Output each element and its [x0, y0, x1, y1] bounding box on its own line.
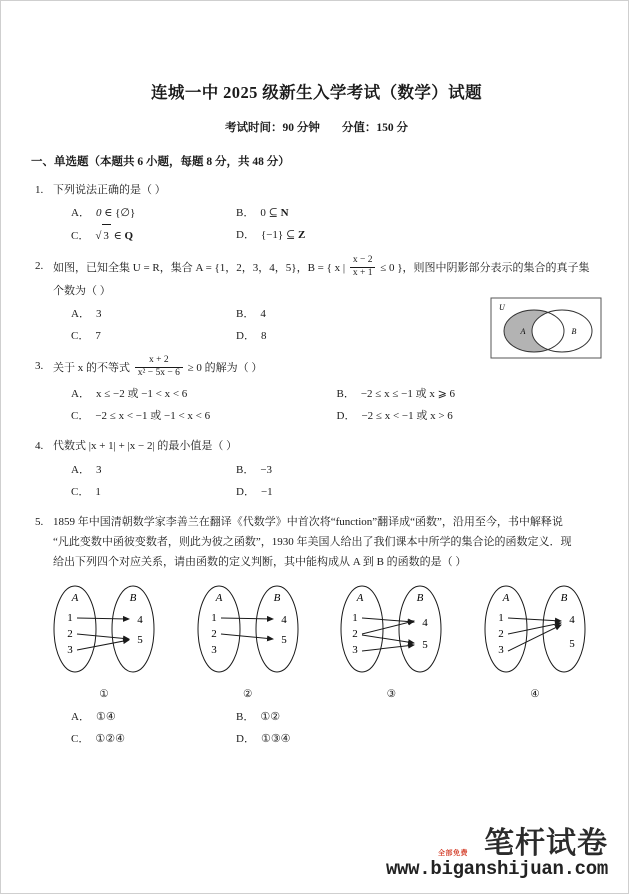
- question-number: 5.: [35, 515, 44, 528]
- mapping-diagram-3: [332, 581, 450, 705]
- mapping-diagram-4-svg: [476, 581, 594, 677]
- question-number: 4.: [35, 440, 44, 453]
- svg-text:1: 1: [210, 611, 217, 624]
- inline-fraction: $\frac{x + 2}{\text{x² − 5x − 6}}$: [135, 355, 183, 380]
- set-b-label: B: [571, 327, 577, 336]
- svg-text:4: 4: [422, 616, 429, 629]
- right-set-label: B: [129, 591, 137, 604]
- left-set-label: A: [71, 591, 79, 604]
- question-5: [31, 512, 602, 751]
- question-stem: 下列说法正确的是（ ）: [53, 184, 166, 196]
- option-c[interactable]: C． ①②④: [71, 733, 125, 746]
- option-d[interactable]: D． −1: [236, 485, 273, 498]
- svg-text:1: 1: [352, 611, 359, 624]
- score-value: 150 分: [376, 122, 408, 134]
- diagram-caption: ③: [386, 688, 397, 700]
- option-b[interactable]: B． −3: [236, 463, 273, 476]
- inline-fraction: $\frac{x - 2}{x + 1}$: [350, 255, 376, 280]
- question-options: [31, 706, 602, 750]
- right-set-label: B: [273, 591, 281, 604]
- mapping-diagram-1: [45, 581, 163, 705]
- question-options: [31, 383, 602, 427]
- universe-label: U: [499, 303, 505, 312]
- question-4: [31, 436, 602, 502]
- set-a-label: A: [520, 327, 526, 336]
- option-c[interactable]: C． 1: [71, 485, 101, 498]
- svg-text:2: 2: [352, 627, 359, 640]
- question-3: [31, 356, 602, 427]
- left-set-label: A: [356, 591, 364, 604]
- venn-diagram-figure: [490, 297, 602, 364]
- option-a[interactable]: A． 3: [71, 463, 102, 476]
- option-a[interactable]: A． 0 ∈ {∅}: [71, 207, 136, 220]
- mapping-diagram-2: [189, 581, 307, 705]
- option-d[interactable]: D． {−1} ⊆ Z: [236, 229, 306, 242]
- svg-text:5: 5: [280, 633, 287, 646]
- mapping-diagram-2-svg: [189, 581, 307, 677]
- mapping-diagram-3-svg: [332, 581, 450, 677]
- svg-text:2: 2: [498, 627, 504, 640]
- option-c[interactable]: C． −2 ≤ x < −1 或 −1 < x < 6: [71, 410, 211, 423]
- question-stem: 如图，已知全集 U = R，集合 A = {1，2，3，4，5}，B = { x | $\frac{x - 2}{x + 1}$ ≤ 0 }，则图中阴影部分表示的集合的真子集: [53, 255, 590, 279]
- diagram-caption: ①: [99, 688, 109, 700]
- option-b[interactable]: B． ①②: [236, 711, 281, 724]
- option-c[interactable]: C． √ 3 ∈ Q: [71, 224, 236, 247]
- section-heading: 一、单选题（本题共 6 小题，每题 8 分，共 48 分）: [31, 156, 290, 168]
- diagram-caption: ④: [530, 688, 540, 700]
- option-d[interactable]: D． ①③④: [236, 733, 291, 746]
- watermark-brand: 笔杆试卷: [484, 827, 608, 860]
- question-options: [31, 459, 602, 503]
- question-1: [31, 180, 602, 247]
- page-title: 连城一中 2025 级新生入学考试（数学）试题: [151, 83, 482, 102]
- question-stem-line1: 1859 年中国清朝数学家李善兰在翻译《代数学》中首次将“function”翻译成“函数”，沿用至今，书中解释说: [53, 515, 563, 528]
- question-number: 3.: [35, 360, 44, 373]
- option-a[interactable]: A． ①④: [71, 711, 116, 724]
- watermark-free-tag: 全部免费: [437, 850, 468, 857]
- svg-text:1: 1: [67, 611, 73, 624]
- option-c[interactable]: C． 7: [71, 330, 101, 343]
- option-b[interactable]: B． 4: [236, 308, 266, 321]
- svg-text:3: 3: [210, 643, 217, 656]
- option-d[interactable]: D． −2 ≤ x < −1 或 x > 6: [336, 410, 453, 423]
- svg-text:5: 5: [137, 633, 143, 646]
- watermark-url: www.biganshijuan.com: [385, 858, 608, 880]
- mapping-diagram-4: [476, 581, 594, 705]
- question-options: [31, 202, 602, 247]
- option-a[interactable]: A． 3: [71, 308, 102, 321]
- watermark: [386, 829, 608, 879]
- exam-time-value: 90 分钟: [282, 122, 320, 134]
- svg-text:5: 5: [422, 638, 429, 651]
- score-label: 分值：: [341, 122, 377, 134]
- right-set-label: B: [416, 591, 424, 604]
- svg-text:3: 3: [498, 643, 504, 656]
- left-set-label: A: [502, 591, 510, 604]
- svg-text:5: 5: [569, 637, 575, 650]
- svg-text:2: 2: [210, 627, 217, 640]
- svg-text:4: 4: [280, 613, 287, 626]
- svg-text:4: 4: [137, 613, 143, 626]
- question-stem-line3: 给出下列四个对应关系，请由函数的定义判断，其中能构成从 A 到 B 的函数的是（ ）: [53, 556, 467, 569]
- option-b[interactable]: B． 0 ⊆ N: [236, 207, 289, 220]
- question-number: 2.: [35, 260, 44, 273]
- question-stem-line2: “凡此变数中函彼变数者，则此为彼之函数”，1930 年美国人给出了我们课本中所学的集合论的函数定义．现: [53, 535, 572, 548]
- option-d[interactable]: D． 8: [236, 330, 267, 343]
- exam-meta: [31, 119, 602, 135]
- left-set-label: A: [215, 591, 223, 604]
- right-set-label: B: [560, 591, 568, 604]
- question-stem: 代数式 |x + 1| + |x − 2| 的最小值是（ ）: [53, 440, 238, 453]
- diagram-caption: ②: [242, 688, 253, 700]
- exam-time-label: 考试时间：: [225, 122, 283, 134]
- question-number: 1.: [35, 184, 44, 196]
- mapping-diagram-1-svg: [45, 581, 163, 677]
- svg-text:3: 3: [352, 643, 359, 656]
- option-a[interactable]: A． x ≤ −2 或 −1 < x < 6: [71, 388, 188, 401]
- question-stem: 关于 x 的不等式 $\frac{x + 2}{\text{x² − 5x − 6}}$ ≥ 0 的解为（ ）: [53, 355, 263, 379]
- option-b[interactable]: B． −2 ≤ x ≤ −1 或 x ⩾ 6: [336, 388, 456, 401]
- svg-text:3: 3: [67, 643, 73, 656]
- venn-diagram-svg: [490, 297, 602, 359]
- svg-text:4: 4: [569, 613, 575, 626]
- svg-text:2: 2: [67, 627, 73, 640]
- svg-text:1: 1: [498, 611, 504, 624]
- mapping-diagrams: [31, 577, 602, 705]
- question-stem-line2: 个数为（ ）: [53, 285, 111, 298]
